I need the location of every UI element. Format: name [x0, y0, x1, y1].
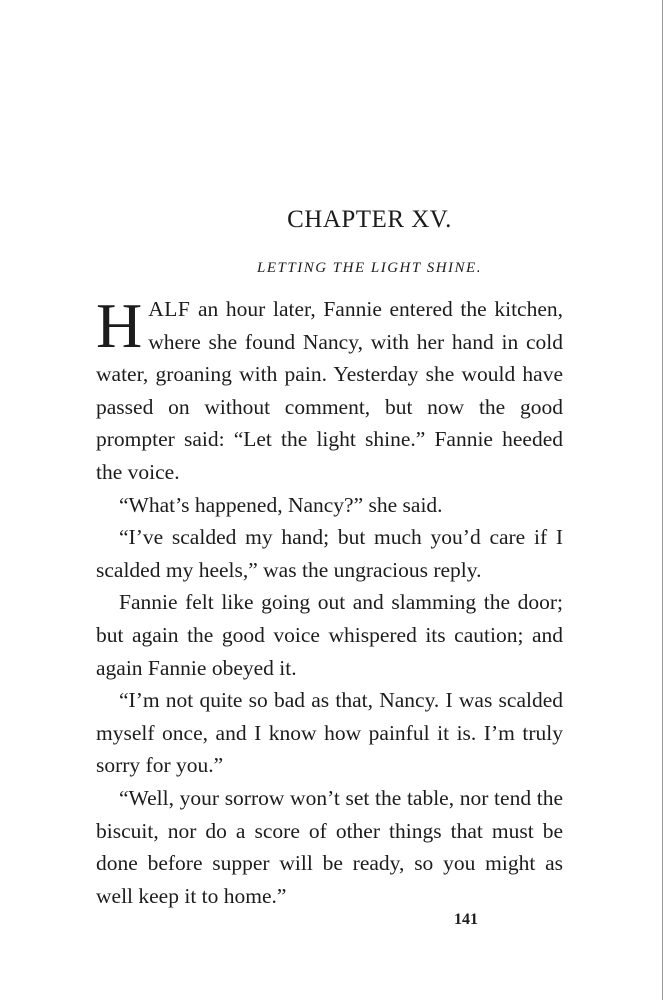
- paragraph-5: “I’m not quite so bad as that, Nancy. I was scalded myself once, and I know how painful it is. I’m truly sorry for you.”: [96, 688, 563, 778]
- page-number: 141: [454, 911, 478, 928]
- paragraph-lead-word: ALF: [148, 297, 191, 321]
- paragraph-4: Fannie felt like going out and slamming the door; but again the good voice whispered its caution; and again Fannie obeyed it.: [96, 590, 563, 680]
- paragraph-1-text: an hour later, Fannie entered the kitchen, where she found Nancy, with her hand in cold water, groaning with pain. Yesterday she would have passed on without comment, but now the good prompter said: “Let the light shine.” Fannie heeded the voice.: [96, 297, 563, 484]
- body-text: [96, 290, 563, 912]
- paragraph-6: “Well, your sorrow won’t set the table, nor tend the biscuit, nor do a score of other things that must be done before supper will be ready, so you might as well keep it to home.”: [96, 785, 563, 908]
- page-edge-line: [662, 0, 663, 1000]
- chapter-subtitle: LETTING THE LIGHT SHINE.: [257, 260, 482, 276]
- paragraph-3: “I’ve scalded my hand; but much you’d care if I scalded my heels,” was the ungracious reply.: [96, 525, 563, 582]
- paragraph-2: “What’s happened, Nancy?” she said.: [119, 492, 443, 517]
- drop-cap: H: [96, 290, 143, 361]
- paragraph-1: [96, 290, 563, 489]
- chapter-title: CHAPTER XV.: [287, 206, 452, 233]
